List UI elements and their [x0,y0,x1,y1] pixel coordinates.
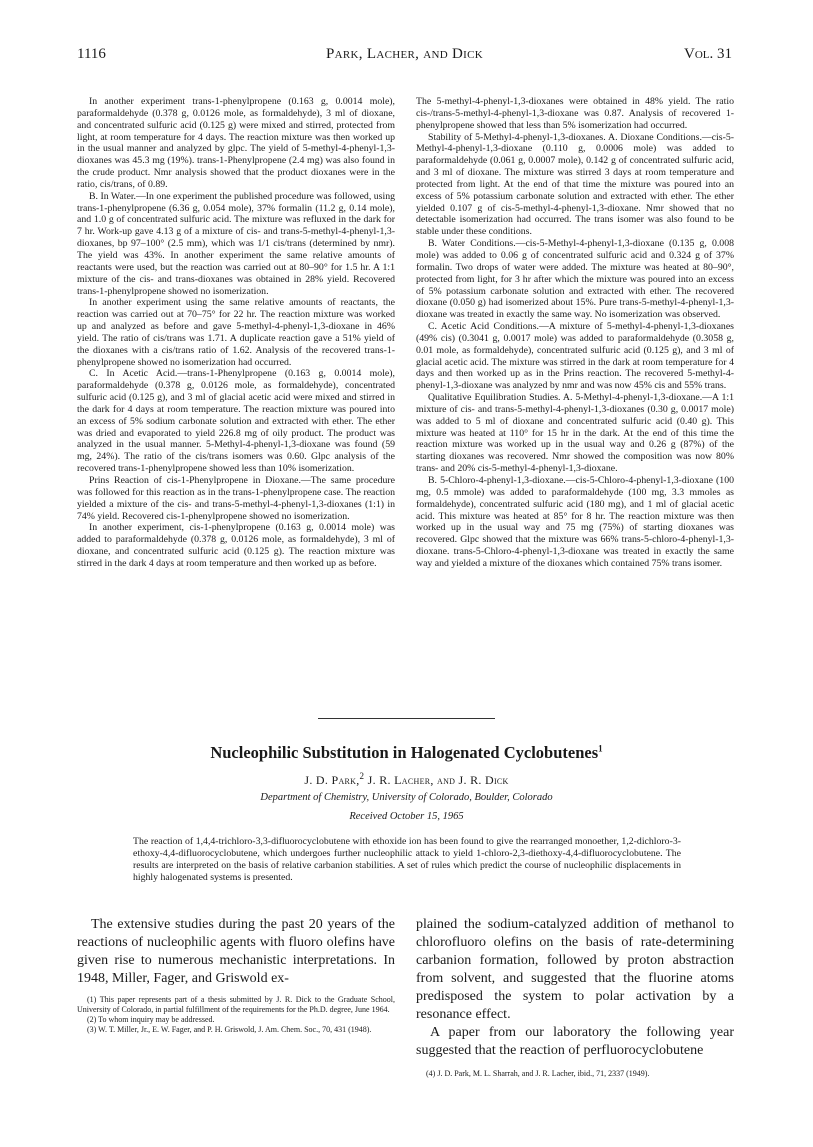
paragraph: In another experiment, cis-1-phenylpropene (0.163 g, 0.0014 mole) was added to paraformaldehyde (0.378 g, 0.0126 mole, as formaldehyde), 3 ml of dioxane, and concentrated sulfuric acid (0.125 g). The reaction mixture was stirred in the dark 4 days at room temperature and then worked up as before. [77,522,395,569]
author-footnote-mark: 2 [359,771,365,781]
footnotes-right [416,1069,734,1079]
paragraph: A paper from our laboratory the following year suggested that the reaction of perfluorocyclobutene [416,1025,734,1058]
experimental-left-column [77,96,395,570]
footnote: (2) To whom inquiry may be addressed. [87,1015,215,1024]
body-right-column [416,916,734,1060]
article-title-text: Nucleophilic Substitution in Halogenated Cyclobutenes [210,743,599,762]
paragraph: Qualitative Equilibration Studies. A. 5-Methyl-4-phenyl-1,3-dioxane.—A 1:1 mixture of cis- and trans-5-methyl-4-phenyl-1,3-dioxanes (0.30 g, 0.0017 mole) was added to 5 ml of dioxane and concentrated sulfuric acid (0.40 g). This mixture was heated at 110° for 15 hr in the dark. At the end of this time the reaction mixture was worked up in the usual way and 0.26 g (87%) of the starting dioxanes was recovered. Nmr showed the composition was now 80% trans- and 20% cis-5-methyl-4-phenyl-1,3-dioxane. [416,392,734,475]
paragraph: Prins Reaction of cis-1-Phenylpropene in Dioxane.—The same procedure was followed for this reaction as in the trans-1-phenylpropene case. The reaction yielded a mixture of the cis- and trans-5-methyl-4-phenyl-1,3-dioxanes (1:1) in 74% yield. Recovered cis-1-phenylpropene showed no isomerization. [77,475,395,522]
footnote: (3) W. T. Miller, Jr., E. W. Fager, and P. H. Griswold, J. Am. Chem. Soc., 70, 431 (1948). [87,1025,372,1034]
paragraph: The 5-methyl-4-phenyl-1,3-dioxanes were obtained in 48% yield. The ratio cis-/trans-5-methyl-4-phenyl-1,3-dioxane was 0.87. Analysis of recovered 1-phenylpropene showed that less than 5% isomerization had occurred. [416,96,734,131]
paragraph: The extensive studies during the past 20 years of the reactions of nucleophilic agents with fluoro olefins have given rise to numerous mechanistic interpretations. In 1948, Miller, Fager, and Griswold ex- [77,917,395,986]
footnote: (1) This paper represents part of a thesis submitted by J. R. Dick to the Graduate School, University of Colorado, in partial fulfillment of the requirements for the Ph.D. degree, June 1964. [77,995,395,1014]
paragraph: In another experiment trans-1-phenylpropene (0.163 g, 0.0014 mole), paraformaldehyde (0.378 g, 0.0126 mole, as formaldehyde), 3 ml of dioxane, and concentrated sulfuric acid (0.125 g) were mixed and stirred, protected from light, at room temperature for 4 days. The reaction mixture was then worked up in the usual manner and analyzed by glpc. The yield of 5-methyl-4-phenyl-1,3-dioxanes was 45.3 mg (19%). trans-1-Phenylpropene (2.4 mg) was also found in the crude product. Nmr analysis showed that the product dioxanes were in the ratio, cis/trans, of 0.89. [77,96,395,190]
volume-label: Vol. 31 [684,46,732,62]
running-title: Park, Lacher, and Dick [326,46,483,62]
paragraph: B. In Water.—In one experiment the published procedure was followed, using trans-1-phenylpropene (6.36 g, 0.054 mole), 37% formalin (11.2 g, 0.14 mole), and 1.0 g of concentrated sulfuric acid. The mixture was refluxed in the dark for 7 hr. Work-up gave 4.13 g of a mixture of cis- and trans-5-methyl-4-phenyl-1,3-dioxanes, bp 97–100° (2.5 mm), which was 1/1 cis/trans (determined by nmr). The yield was 43%. In another experiment the same relative amounts of reactants were used, but the reaction was carried out at 80–90° for 1.5 hr. A 1:1 mixture of the cis- and trans-dioxanes was obtained in 28% yield. Recovered trans-1-phenylpropene showed no isomerization. [77,190,395,297]
abstract: The reaction of 1,4,4-trichloro-3,3-difluorocyclobutene with ethoxide ion has been found to give the rearranged monoether, 1,2-dichloro-3-ethoxy-4,4-difluorocyclobutene, which undergoes further nucleophilic attack to yield 1-chloro-2,3-diethoxy-4,4-difluorocyclobutene. The results are interpreted on the basis of relative carbanion stabilities. A set of rules which predict the course of nucleophilic displacements in highly halogenated systems is presented. [133,836,681,883]
paragraph: B. Water Conditions.—cis-5-Methyl-4-phenyl-1,3-dioxane (0.135 g, 0.008 mole) was added to 0.06 g of concentrated sulfuric acid and 0.324 g of 37% formalin. Two drops of water were added. The mixture was heated at 80–90°, protected from light, for 3 hr after which the mixture was poured into an excess of 5% potassium carbonate solution and extracted with ether. The recovered dioxane (0.050 g) had isomerized about 15%. Pure trans-5-methyl-4-phenyl-1,3-dioxane was treated in exactly the same way. No isomerization was observed. [416,238,734,321]
article-title [0,743,813,763]
paragraph: B. 5-Chloro-4-phenyl-1,3-dioxane.—cis-5-Chloro-4-phenyl-1,3-dioxane (100 mg, 0.5 mmole) was added to paraformaldehyde (100 mg, 3.3 mmoles as formaldehyde), concentrated sulfuric acid (180 mg), and 1 ml of glacial acetic acid. This mixture was heated at 85° for 8 hr. The reaction mixture was then worked up in the usual way and 75 mg (75%) of starting dioxanes was recovered. Glpc showed that the mixture was 66% trans-5-chloro-4-phenyl-1,3-dioxane. trans-5-Chloro-4-phenyl-1,3-dioxane was treated in exactly the same way and yielded a mixture of the dioxanes which contained 75% trans isomer. [416,475,734,569]
paragraph: In another experiment using the same relative amounts of reactants, the reaction was carried out at 70–75° for 22 hr. The reaction mixture was worked up and analyzed as before and gave 5-methyl-4-phenyl-1,3-dioxane in 46% yield. The ratio of cis/trans was 1.71. A duplicate reaction gave a 51% yield of the dioxanes with a cis/trans ratio of 1.62. Analysis of the recovered trans-1-phenylpropene showed no isomerization had occurred. [77,297,395,368]
received-date: Received October 15, 1965 [349,811,464,822]
affiliation: Department of Chemistry, University of Colorado, Boulder, Colorado [260,792,553,803]
section-divider [318,718,495,719]
author-names: J. R. Lacher, and J. R. Dick [367,773,509,787]
footnotes-left [77,995,395,1035]
running-header [77,46,732,68]
paragraph: Stability of 5-Methyl-4-phenyl-1,3-dioxanes. A. Dioxane Conditions.—cis-5-Methyl-4-phenyl-1,3-dioxane (0.110 g, 0.0006 mole) was added to paraformaldehyde (0.061 g, 0.0007 mole), 0.142 g of concentrated sulfuric acid, and 3 ml of dioxane. The mixture was stirred 3 days at room temperature and protected from light. At the end of that time the mixture was poured into an excess of 5% potassium carbonate solution and extracted with ether. The ether yielded 0.107 g of cis-5-methyl-4-phenyl-1,3-dioxane. Nmr showed that no detectable isomerization had occurred. The trans isomer was also found to be stable under these conditions. [416,131,734,238]
paragraph: C. In Acetic Acid.—trans-1-Phenylpropene (0.163 g, 0.0014 mole), paraformaldehyde (0.378 g, 0.0126 mole, as formaldehyde), concentrated sulfuric acid (0.125 g), and 3 ml of glacial acetic acid were mixed and stirred in the dark for 4 days at room temperature. The reaction mixture was poured into an excess of 5% sodium carbonate solution and extracted with ether. The ether was dried and evaporated to yield 226.8 mg of oily product. The product was analyzed in the usual manner. 5-Methyl-4-phenyl-1,3-dioxane was found (59 mg, 24%). The ratio of the cis/trans isomers was 0.60. Glpc analysis of the recovered trans-1-phenylpropene showed less than 10% isomerization. [77,368,395,475]
paragraph: plained the sodium-catalyzed addition of methanol to chlorofluoro olefins on the basis of rate-determining carbanion formation, followed by proton abstraction from solvent, and suggested that the fluorine atoms predisposed the system to polar activation by a resonance effect. [416,917,734,1022]
footnote: (4) J. D. Park, M. L. Sharrah, and J. R. Lacher, ibid., 71, 2337 (1949). [426,1069,650,1078]
article-authors [0,771,813,788]
page-number: 1116 [77,46,106,62]
author-name: J. D. Park, [304,773,360,787]
experimental-right-column [416,96,734,570]
body-left-column [77,916,395,988]
title-footnote-mark: 1 [598,743,603,754]
paragraph: C. Acetic Acid Conditions.—A mixture of 5-methyl-4-phenyl-1,3-dioxanes (49% cis) (0.3041 g, 0.0017 mole) was added to paraformaldehyde (0.3058 g, 0.01 mole, as formaldehyde), concentrated sulfuric acid (0.125 g), and 3 ml of glacial acetic acid. The mixture was stirred in the dark at room temperature for 4 days and then worked up as in the Prins reaction. The recovered 5-methyl-4-phenyl-1,3-dioxane was analyzed by nmr and was now 45% cis and 55% trans. [416,321,734,392]
